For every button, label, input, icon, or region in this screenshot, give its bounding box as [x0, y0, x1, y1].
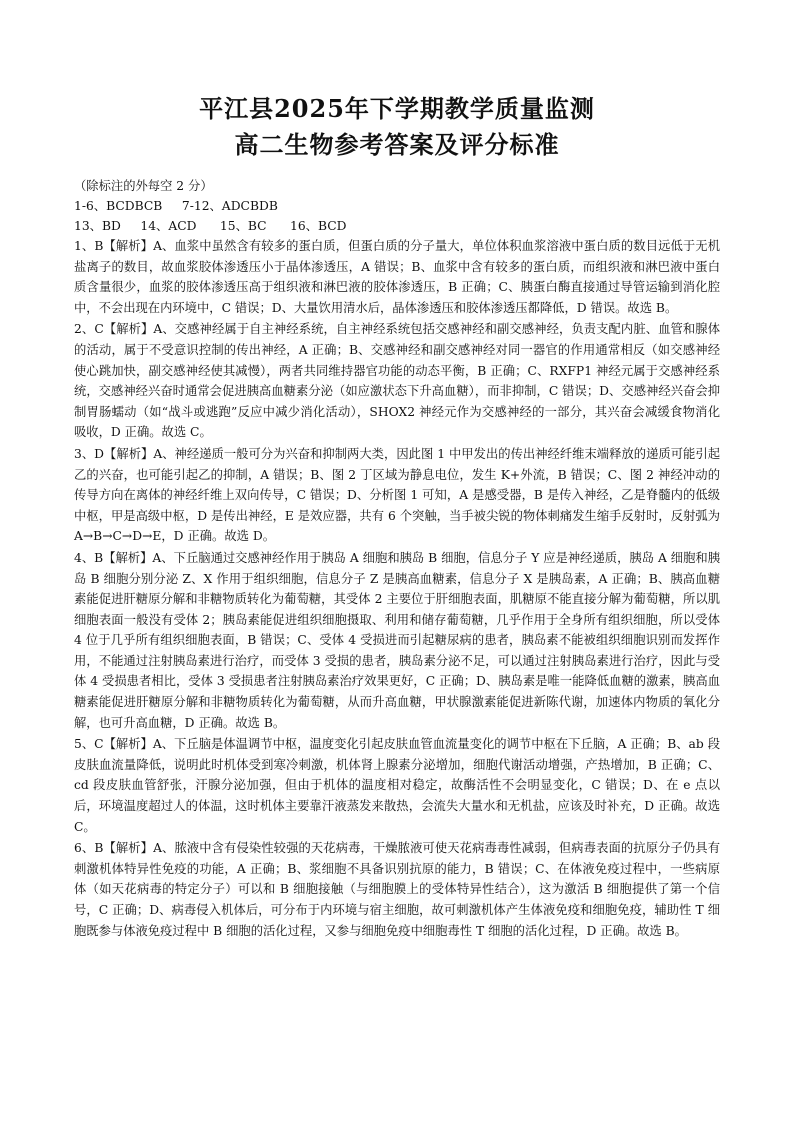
explanation-q1: 1、B【解析】A、血浆中虽然含有较多的蛋白质，但蛋白质的分子量大，单位体积血浆溶液中蛋白质的数目远低于无机盐离子的数目，故血浆胶体渗透压小于晶体渗透压，A 错误；B、血浆中含有较多的蛋白质，而组织液和淋巴液中蛋白质含量很少，血浆的胶体渗透压高于组织液和淋巴液的胶体渗透压，B 正确；C、胰蛋白酶直接通过导管运输到消化腔中，不会出现在内环境中，C 错误；D、大量饮用清水后，晶体渗透压和胶体渗透压都降低，D 错误。故选 B。	[74, 239, 720, 315]
answer-key-row-2: 13、BD 14、ACD 15、BC 16、BCD	[74, 219, 347, 233]
explanation-q4: 4、B【解析】A、下丘脑通过交感神经作用于胰岛 A 细胞和胰岛 B 细胞，信息分子 Y 应是神经递质，胰岛 A 细胞和胰岛 B 细胞分别分泌 Z、X 作用于组织细胞，信息分子 Z 是胰高血糖素，信息分子 X 是胰岛素，A 正确；B、胰高血糖素能促进肝糖原分解和非糖物质转化为葡萄糖，其受体 2 主要位于肝细胞表面，肌糖原不能直接分解为葡萄糖，所以肌细胞表面一般没有受体 2；胰岛素能促进组织细胞摄取、利用和储存葡萄糖，几乎作用于全身所有组织细胞，所以受体 4 位于几乎所有组织细胞表面，B 错误；C、受体 4 受损进而引起糖尿病的患者，胰岛素不能被组织细胞识别而发挥作用，不能通过注射胰岛素进行治疗，而受体 3 受损的患者，胰岛素分泌不足，可以通过注射胰岛素进行治疗，因此与受体 4 受损患者相比，受体 3 受损患者注射胰岛素治疗效果更好，C 正确；D、胰岛素是唯一能降低血糖的激素，胰高血糖素能促进肝糖原分解和非糖物质转化为葡萄糖，从而升高血糖，甲状腺激素能促进新陈代谢，加速体内物质的氧化分解，也可升高血糖，D 正确。故选 B。	[74, 550, 720, 730]
answer-key-row-1: 1-6、BCDBCB 7-12、ADCBDB	[74, 199, 278, 213]
explanation-q6: 6、B【解析】A、脓液中含有侵染性较强的天花病毒，干燥脓液可使天花病毒毒性减弱，但病毒表面的抗原分子仍具有刺激机体特异性免疫的功能，A 正确；B、浆细胞不具备识别抗原的能力，B 错误；C、在体液免疫过程中，一些病原体（如天花病毒的特定分子）可以和 B 细胞接触（与细胞膜上的受体特异性结合），这为激活 B 细胞提供了第一个信号，C 正确；D、病毒侵入机体后，可分布于内环境与宿主细胞，故可刺激机体产生体液免疫和细胞免疫，辅助性 T 细胞既参与体液免疫过程中 B 细胞的活化过程，又参与细胞免疫中细胞毒性 T 细胞的活化过程，D 正确。故选 B。	[74, 841, 720, 938]
explanation-q3: 3、D【解析】A、神经递质一般可分为兴奋和抑制两大类，因此图 1 中甲发出的传出神经纤维末端释放的递质可能引起乙的兴奋，也可能引起乙的抑制，A 错误；B、图 2 丁区域为静息电位，发生 K+外流，B 错误；C、图 2 神经冲动的传导方向在离体的神经纤维上双向传导，C 错误；D、分析图 1 可知，A 是感受器，B 是传入神经，乙是脊髓内的低级中枢，甲是高级中枢，D 是传出神经，E 是效应器，共有 6 个突触，当手被尖锐的物体刺痛发生缩手反射时，反射弧为 A→B→C→D→E，D 正确。故选 D。	[74, 446, 720, 544]
explanation-q2: 2、C【解析】A、交感神经属于自主神经系统，自主神经系统包括交感神经和副交感神经，负责支配内脏、血管和腺体的活动，属于不受意识控制的传出神经，A 正确；B、交感神经和副交感神经对同一器官的作用通常相反（如交感神经使心跳加快，副交感神经使其减慢），两者共同维持器官功能的动态平衡，B 正确；C、RXFP1 神经元属于交感神经系统，交感神经兴奋时通常会促进胰高血糖素分泌（如应激状态下升高血糖），而非抑制，C 错误；D、交感神经兴奋会抑制胃肠蠕动（如“战斗或逃跑”反应中减少消化活动），SHOX2 神经元作为交感神经的一部分，其兴奋会减缓食物消化吸收，D 正确。故选 C。	[74, 322, 720, 440]
document-title: 平江县2025年下学期教学质量监测	[199, 94, 595, 123]
document-subtitle: 高二生物参考答案及评分标准	[234, 130, 560, 159]
scoring-note: （除标注的外每空 2 分）	[74, 179, 213, 193]
explanation-q5: 5、C【解析】A、下丘脑是体温调节中枢，温度变化引起皮肤血管血流量变化的调节中枢在下丘脑，A 正确；B、ab 段皮肤血流量降低，说明此时机体受到寒冷刺激，机体肾上腺素分泌增加，细胞代谢活动增强，产热增加，B 正确；C、cd 段皮肤血管舒张，汗腺分泌加强，但由于机体的温度相对稳定，故酶活性不会明显变化，C 错误；D、在 e 点以后，环境温度超过人的体温，这时机体主要靠汗液蒸发来散热，会流失大量水和无机盐，应该及时补充，D 正确。故选 C。	[74, 737, 720, 834]
